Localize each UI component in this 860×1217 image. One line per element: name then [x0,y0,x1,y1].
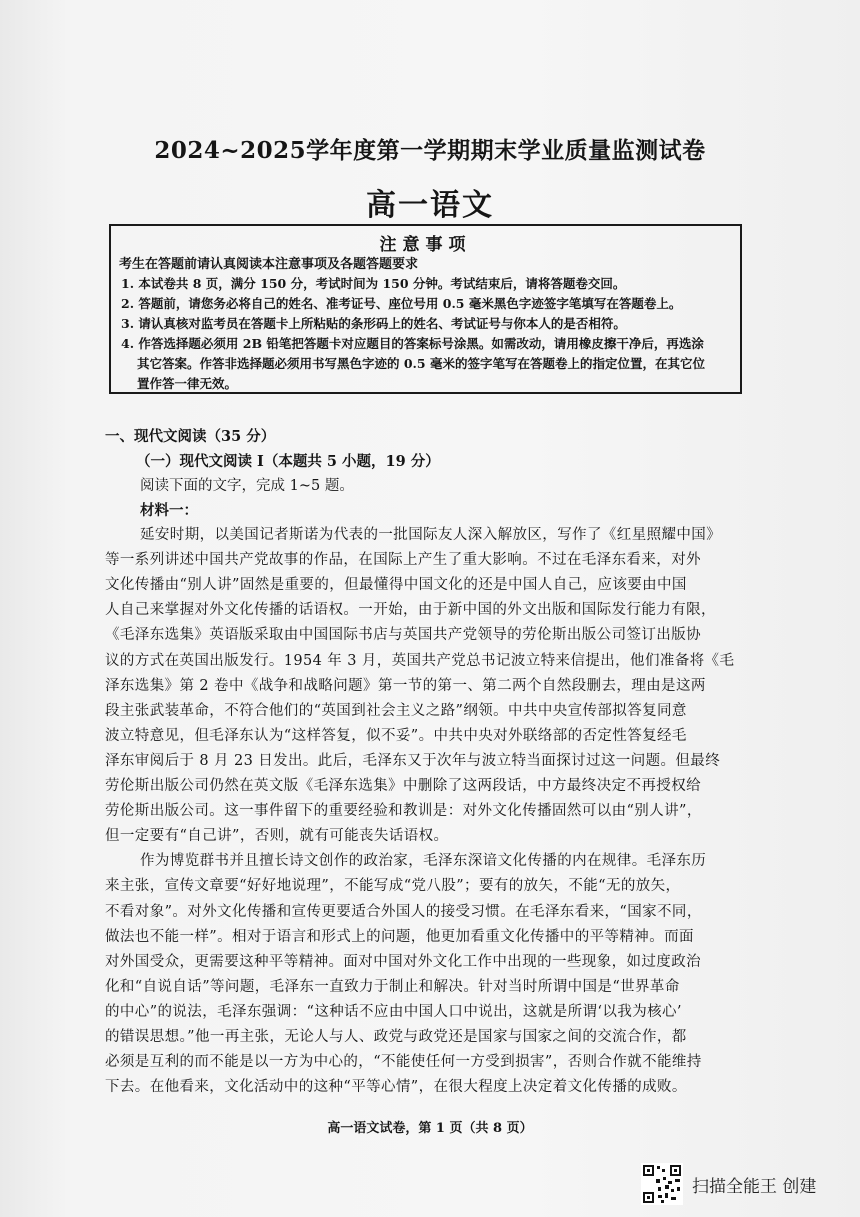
notice-item: 2. 答题前，请您务必将自己的姓名、准考证号、座位号用 0.5 毫米黑色字迹签字笔填写在答题卷上。 [121,296,682,311]
passage-line: 的中心”的说法，毛泽东强调：“这种话不应由中国人口中说出，这就是所谓‘以我为核心’ [105,1003,682,1020]
passage-line: 对外国受众，更需要这种平等精神。面对中国对外文化工作中出现的一些现象，如过度政治 [105,953,701,970]
passage-line: 《毛泽东选集》英语版采取由中国国际书店与英国共产党领导的劳伦斯出版公司签订出版协 [105,627,701,644]
passage-line: 等一系列讲述中国共产党故事的作品，在国际上产生了重大影响。不过在毛泽东看来，对外 [105,552,701,569]
passage-line: 劳伦斯出版公司仍然在英文版《毛泽东选集》中删除了这两段话，中方最终决定不再授权给 [105,778,701,794]
passage-line: 化和“自说自话”等问题，毛泽东一直致力于制止和解决。针对当时所谓中国是“世界革命 [105,978,680,995]
passage-line: 必须是互利的而不能是以一方为中心的，“不能使任何一方受到损害”，否则合作就不能维持 [105,1054,702,1071]
passage-line: 延安时期，以美国记者斯诺为代表的一批国际友人深入解放区，写作了《红星照耀中国》 [140,527,722,543]
scanner-watermark: 扫描全能王 创建 [692,1177,817,1197]
notice-box [109,224,742,394]
section-heading: 一、现代文阅读（35 分） [105,428,276,445]
passage-line: 来主张，宣传文章要“好好地说理”，不能写成“党八股”；要有的放矢，不能“无的放矢， [105,878,681,895]
passage-line: 段主张武装革命，不符合他们的“英国到社会主义之路”纲领。中共中央宣传部拟答复同意 [105,702,687,719]
notice-item-continued: 其它答案。作答非选择题必须用书写黑色字迹的 0.5 毫米的签字笔写在答题卷上的指定位置，在其它位 [137,356,705,371]
passage-line: 劳伦斯出版公司。这一事件留下的重要经验和教训是：对外文化传播固然可以由“别人讲”， [105,803,702,820]
passage-line: 做法也不能一样”。相对于语言和形式上的问题，他更加看重文化传播中的平等精神。而面 [105,928,694,945]
notice-item: 3. 请认真核对监考员在答题卡上所粘贴的条形码上的姓名、考试证号与你本人的是否相符。 [121,316,626,331]
passage-line: 议的方式在英国出版发行。1954 年 3 月，英国共产党总书记波立特来信提出，他们准备将《毛 [105,652,735,669]
passage-line: 文化传播由“别人讲”固然是重要的，但最懂得中国文化的还是中国人自己，应该要由中国 [105,577,687,594]
passage-line: 泽东选集》第 2 卷中《战争和战略问题》第一节的第一、第二两个自然段删去，理由是这两 [105,677,706,694]
notice-item: 4. 作答选择题必须用 2B 铅笔把答题卡对应题目的答案标号涂黑。如需改动，请用橡皮擦干净后，再选涂 [121,336,704,351]
passage-line: 作为博览群书并且擅长诗文创作的政治家，毛泽东深谙文化传播的内在规律。毛泽东历 [140,853,707,870]
notice-item-continued: 置作答一律无效。 [137,376,238,391]
qr-code-icon [641,1163,683,1205]
passage-line: 但一定要有“自己讲”，否则，就有可能丧失话语权。 [105,828,449,845]
subsection-heading: （一）现代文阅读 I（本题共 5 小题，19 分） [136,453,440,470]
exam-title: 2024~2025学年度第一学期期末学业质量监测试卷 [154,137,706,164]
passage-line: 泽东审阅后于 8 月 23 日发出。此后，毛泽东又于次年与波立特当面探讨过这一问题。但最终 [105,752,721,769]
notice-title: 注意事项 [379,235,472,255]
passage-line: 人自己来掌握对外文化传播的话语权。一开始，由于新中国的外文出版和国际发行能力有限， [105,602,716,619]
page-footer: 高一语文试卷，第 1 页（共 8 页） [327,1121,533,1136]
notice-item: 1. 本试卷共 8 页，满分 150 分，考试时间为 150 分钟。考试结束后，请将答题卷交回。 [121,276,626,291]
material-label: 材料一： [140,502,198,519]
reading-instruction: 阅读下面的文字，完成 1~5 题。 [140,478,354,494]
passage-line: 不看对象”。对外文化传播和宣传更要适合外国人的接受习惯。在毛泽东看来，“国家不同， [105,903,702,920]
passage-line: 下去。在他看来，文化活动中的这种“平等心情”，在很大程度上决定着文化传播的成败。 [105,1079,687,1096]
passage-line: 波立特意见，但毛泽东认为“这样答复，似不妥”。中共中央对外联络部的否定性答复经毛 [105,727,687,744]
subject-title: 高一语文 [366,188,494,223]
notice-lead: 考生在答题前请认真阅读本注意事项及各题答题要求 [119,257,419,272]
passage-line: 的错误思想。”他一再主张，无论人与人、政党与政党还是国家与国家之间的交流合作，都 [105,1029,687,1045]
